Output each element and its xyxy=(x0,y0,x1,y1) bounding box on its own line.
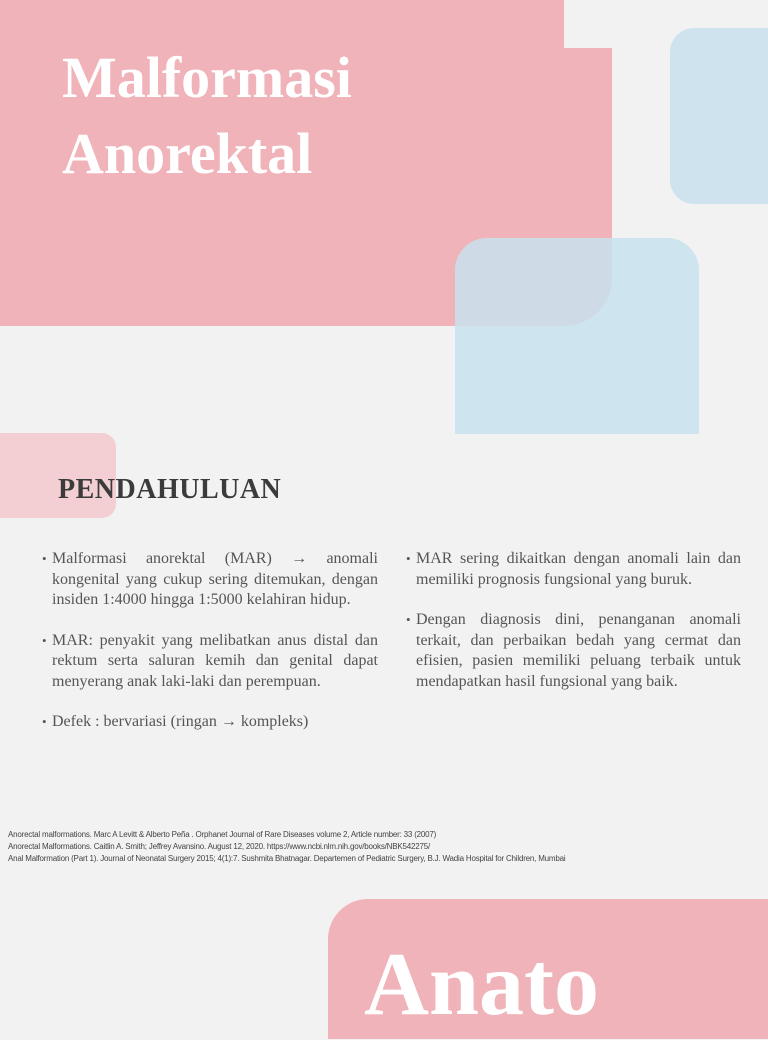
references xyxy=(8,829,628,865)
slide-title-line-2: Anorektal xyxy=(62,121,313,186)
reference-item: Anorectal malformations. Marc A Levitt & Alberto Peña . Orphanet Journal of Rare Diseases volume 2, Article number: 33 (2007) xyxy=(8,830,437,839)
next-slide-title: Anato xyxy=(364,935,600,1034)
section-heading: PENDAHULUAN xyxy=(58,474,282,505)
reference-item: Anal Malformation (Part 1). Journal of Neonatal Surgery 2015; 4(1):7. Sushmita Bhatnagar. Departemen of Pediatric Surgery, B.J. Wadia Hospital for Children, Mumbai xyxy=(8,854,566,863)
bullet-item: • MAR sering dikaitkan dengan anomali lain dan memiliki prognosis fungsional yang buruk. xyxy=(406,549,741,590)
slide-title-line-1: Malformasi xyxy=(62,45,352,110)
blue-decor-top-right xyxy=(670,28,768,204)
left-bullet-list xyxy=(42,549,378,753)
reference-item: Anorectal Malformations. Caitlin A. Smith; Jeffrey Avansino. August 12, 2020. https://www.ncbi.nlm.nih.gov/books/NBK542275/ xyxy=(8,842,431,851)
bullet-item: • Defek : bervariasi (ringan → kompleks) xyxy=(42,712,378,733)
bullet-item: • Malformasi anorektal (MAR) → anomali kongenital yang cukup sering ditemukan, dengan insiden 1:4000 hingga 1:5000 kelahiran hidup. xyxy=(42,549,378,611)
bullet-item: • Dengan diagnosis dini, penanganan anomali terkait, dan perbaikan bedah yang cermat dan efisien, pasien memiliki peluang terbaik untuk mendapatkan hasil fungsional yang baik. xyxy=(406,610,741,692)
slide-title xyxy=(62,40,352,192)
blue-decor-middle xyxy=(455,238,699,434)
right-bullet-list xyxy=(406,549,741,712)
bullet-item: • MAR: penyakit yang melibatkan anus distal dan rektum serta saluran kemih dan genital dapat menyerang anak laki-laki dan perempuan. xyxy=(42,631,378,693)
